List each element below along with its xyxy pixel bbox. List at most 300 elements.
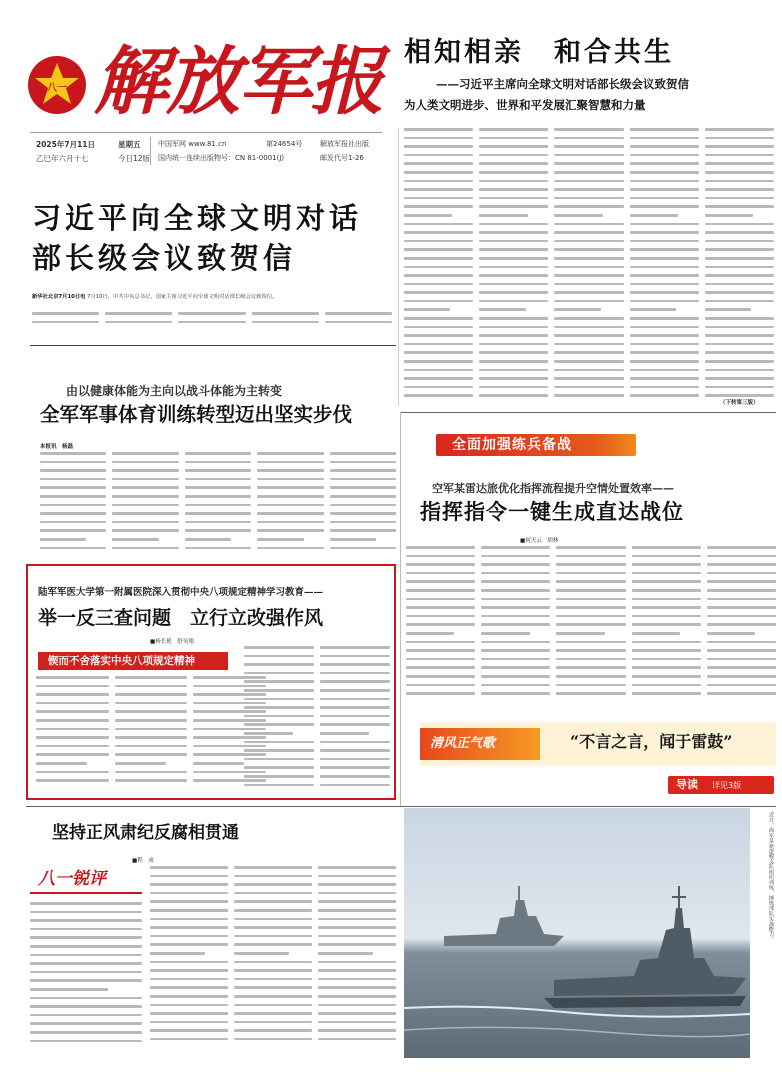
text-line (705, 300, 774, 303)
text-line (244, 715, 314, 718)
text-line (705, 188, 774, 191)
lead-headline-line-1: 习近平向全球文明对话 (32, 201, 363, 235)
text-line (150, 961, 228, 964)
text-line (705, 291, 774, 294)
text-line (481, 580, 550, 583)
text-line (707, 555, 776, 558)
text-line (554, 360, 623, 363)
text-line (630, 197, 699, 200)
top-story-continued: （下转第三版） (720, 400, 759, 406)
text-line (479, 360, 548, 363)
text-line (406, 675, 475, 678)
text-line (234, 1004, 312, 1007)
feature-byline: ■杨长艳 舒昊翔 (150, 639, 194, 645)
text-line (479, 300, 548, 303)
text-line (479, 137, 548, 140)
text-line (554, 283, 623, 286)
svg-text:八一: 八一 (47, 83, 67, 94)
text-line (244, 741, 314, 744)
text-line (330, 512, 396, 515)
text-column (36, 676, 109, 794)
text-line (705, 240, 774, 243)
text-line (705, 223, 774, 226)
text-line (479, 274, 548, 277)
text-line (40, 495, 106, 498)
text-line (150, 969, 228, 972)
issue-number: 第24654号 (266, 140, 303, 148)
text-line (36, 685, 109, 688)
text-line (318, 995, 396, 998)
text-line (318, 1038, 396, 1041)
text-line (30, 1031, 142, 1034)
text-line (554, 128, 623, 131)
text-line (150, 943, 228, 946)
text-line (404, 334, 473, 337)
text-line (404, 171, 473, 174)
text-line (632, 649, 701, 652)
text-line (705, 231, 774, 234)
text-line (244, 723, 314, 726)
text-line (707, 692, 776, 695)
newspaper-title: 解放军报 (94, 39, 382, 125)
text-line (556, 692, 625, 695)
text-line (705, 351, 774, 354)
text-line (404, 377, 473, 380)
issue-weekday: 星期五 (118, 140, 141, 149)
text-line (705, 128, 774, 131)
text-column (105, 312, 172, 336)
text-line (554, 274, 623, 277)
text-line (481, 649, 550, 652)
text-line (115, 719, 188, 722)
text-line (554, 369, 623, 372)
text-line (406, 632, 454, 635)
top-story-headline: 相知相亲 和合共生 (404, 37, 674, 68)
text-line (705, 205, 774, 208)
text-line (630, 205, 699, 208)
bottom-body-left (30, 902, 142, 1052)
text-line (244, 706, 314, 709)
text-line (244, 646, 314, 649)
commentary-tag (30, 866, 142, 894)
column-banner-label: 清风正气歌 (430, 736, 496, 751)
text-line (257, 478, 323, 481)
text-line (707, 658, 776, 661)
text-line (705, 317, 774, 320)
text-line (320, 698, 390, 701)
text-line (40, 469, 106, 472)
text-line (554, 240, 623, 243)
text-line (320, 775, 390, 778)
training-banner (436, 434, 636, 456)
lead-body-columns (32, 312, 392, 336)
text-line (150, 1012, 228, 1015)
text-line (481, 563, 550, 566)
text-line (705, 197, 774, 200)
text-line (30, 954, 142, 957)
text-line (632, 615, 701, 618)
text-line (632, 546, 701, 549)
text-line (632, 589, 701, 592)
text-line (404, 394, 473, 397)
text-line (554, 205, 623, 208)
text-line (185, 512, 251, 515)
text-line (630, 386, 699, 389)
airforce-headline: 指挥指令一键生成直达战位 (420, 499, 684, 524)
text-line (320, 689, 390, 692)
text-line (404, 300, 473, 303)
text-line (630, 145, 699, 148)
text-line (178, 312, 245, 315)
text-line (479, 240, 548, 243)
top-story-subline-2: 为人类文明进步、世界和平发展汇聚智慧和力量 (404, 98, 646, 112)
text-line (115, 728, 188, 731)
text-line (481, 589, 550, 592)
text-line (185, 469, 251, 472)
text-line (150, 995, 228, 998)
text-line (406, 589, 475, 592)
text-line (707, 623, 776, 626)
text-line (630, 248, 699, 251)
text-line (320, 766, 390, 769)
text-line (257, 538, 303, 541)
text-line (406, 666, 475, 669)
text-line (330, 469, 396, 472)
guide-text: 详见3版 (712, 781, 742, 790)
warship-photo (404, 808, 750, 1058)
text-line (318, 1029, 396, 1032)
text-line (632, 606, 701, 609)
text-column (112, 452, 178, 556)
text-line (115, 702, 188, 705)
bottom-byline: ■程 成 (132, 858, 154, 864)
text-line (556, 632, 604, 635)
text-line (554, 214, 602, 217)
text-line (150, 926, 228, 929)
text-line (707, 546, 776, 549)
text-column (479, 128, 548, 406)
text-line (318, 986, 396, 989)
text-line (554, 257, 623, 260)
text-line (40, 547, 106, 550)
top-story-subline-1: ——习近平主席向全球文明对话部长级会议致贺信 (436, 77, 689, 91)
text-column (150, 866, 228, 1052)
text-line (320, 663, 390, 666)
training-banner-label: 全面加强练兵备战 (452, 437, 572, 453)
text-line (185, 452, 251, 455)
text-line (234, 952, 289, 955)
text-line (318, 875, 396, 878)
text-line (320, 741, 390, 744)
text-column (630, 128, 699, 406)
text-line (234, 943, 312, 946)
bottom-headline: 坚持正风肃纪反腐相贯通 (52, 823, 239, 843)
text-line (330, 529, 396, 532)
ship-illustration (404, 808, 750, 1058)
text-line (318, 900, 396, 903)
text-line (406, 692, 475, 695)
text-line (244, 698, 314, 701)
text-line (30, 1040, 142, 1043)
text-line (185, 478, 251, 481)
text-line (320, 672, 390, 675)
text-line (30, 928, 142, 931)
text-line (556, 675, 625, 678)
text-line (554, 394, 623, 397)
text-line (320, 758, 390, 761)
text-line (707, 580, 776, 583)
text-line (406, 563, 475, 566)
text-line (404, 266, 473, 269)
text-line (481, 598, 550, 601)
text-line (479, 188, 548, 191)
text-line (406, 572, 475, 575)
text-line (705, 274, 774, 277)
text-line (630, 308, 676, 311)
text-line (115, 779, 188, 782)
text-line (112, 504, 178, 507)
text-column (178, 312, 245, 336)
text-line (32, 312, 99, 315)
postal-code: 邮发代号1-26 (320, 154, 364, 162)
text-line (406, 606, 475, 609)
text-line (406, 641, 475, 644)
text-line (630, 343, 699, 346)
text-line (234, 918, 312, 921)
text-line (318, 978, 396, 981)
text-line (40, 512, 106, 515)
text-line (36, 702, 109, 705)
text-line (556, 606, 625, 609)
text-line (554, 300, 623, 303)
text-line (705, 343, 774, 346)
text-column (325, 312, 392, 336)
text-line (705, 266, 774, 269)
text-line (150, 952, 205, 955)
text-line (630, 154, 699, 157)
text-line (30, 936, 142, 939)
text-line (705, 248, 774, 251)
website-link[interactable]: 中国军网 www.81.cn (158, 140, 227, 148)
text-line (234, 892, 312, 895)
text-line (40, 538, 86, 541)
text-line (115, 693, 188, 696)
text-line (320, 655, 390, 658)
text-line (556, 649, 625, 652)
text-line (36, 771, 109, 774)
text-line (115, 762, 166, 765)
text-line (115, 753, 188, 756)
text-line (234, 935, 312, 938)
text-line (404, 137, 473, 140)
text-line (112, 452, 178, 455)
text-line (234, 978, 312, 981)
text-line (112, 478, 178, 481)
text-line (105, 312, 172, 315)
text-line (479, 162, 548, 165)
text-line (554, 197, 623, 200)
text-line (481, 606, 550, 609)
text-line (257, 469, 323, 472)
text-line (244, 689, 314, 692)
feature-kicker: 陆军军医大学第一附属医院深入贯彻中央八项规定精神学习教育—— (38, 587, 324, 598)
text-line (32, 321, 99, 324)
text-line (632, 666, 701, 669)
text-line (404, 223, 473, 226)
text-line (330, 461, 396, 464)
text-line (105, 321, 172, 324)
text-line (404, 145, 473, 148)
text-line (554, 188, 623, 191)
text-line (150, 1021, 228, 1024)
text-line (554, 291, 623, 294)
text-line (705, 360, 774, 363)
text-line (705, 369, 774, 372)
text-line (404, 351, 473, 354)
text-line (320, 784, 390, 787)
text-line (554, 386, 623, 389)
text-line (479, 231, 548, 234)
text-column (40, 452, 106, 556)
text-line (318, 943, 396, 946)
text-line (318, 866, 396, 869)
text-line (40, 478, 106, 481)
text-line (330, 452, 396, 455)
text-column (705, 128, 774, 406)
text-line (150, 978, 228, 981)
text-line (257, 529, 323, 532)
text-line (320, 646, 390, 649)
guide-box[interactable] (668, 776, 774, 794)
text-line (630, 162, 699, 165)
feature-box (26, 564, 396, 800)
text-line (554, 145, 623, 148)
text-line (404, 180, 473, 183)
text-line (707, 675, 776, 678)
text-line (554, 351, 623, 354)
text-line (479, 180, 548, 183)
text-line (112, 512, 178, 515)
text-line (554, 137, 623, 140)
text-line (234, 875, 312, 878)
text-line (30, 988, 108, 991)
text-column (406, 546, 475, 704)
text-line (630, 283, 699, 286)
text-line (479, 343, 548, 346)
text-line (185, 547, 251, 550)
text-line (556, 658, 625, 661)
text-line (115, 771, 188, 774)
text-line (707, 632, 755, 635)
text-line (404, 343, 473, 346)
text-line (185, 504, 251, 507)
guide-label: 导读 (676, 778, 698, 791)
bottom-body-right (150, 866, 396, 1052)
text-line (479, 308, 525, 311)
text-line (404, 291, 473, 294)
text-line (257, 486, 323, 489)
text-line (330, 478, 396, 481)
text-line (404, 205, 473, 208)
text-line (40, 504, 106, 507)
text-line (30, 919, 142, 922)
text-line (318, 883, 396, 886)
text-line (318, 918, 396, 921)
text-line (705, 171, 774, 174)
text-line (479, 171, 548, 174)
text-line (556, 555, 625, 558)
text-line (479, 266, 548, 269)
text-line (318, 1021, 396, 1024)
text-line (40, 461, 106, 464)
text-line (630, 351, 699, 354)
text-line (404, 162, 473, 165)
text-line (244, 672, 314, 675)
text-line (150, 986, 228, 989)
text-line (257, 512, 323, 515)
text-line (320, 723, 390, 726)
text-line (234, 909, 312, 912)
text-line (234, 926, 312, 929)
text-line (481, 546, 550, 549)
lead-intro: 7月10日，中共中央总书记、国家主席习近平向全球文明对话部长级会议致贺信。 (87, 294, 278, 300)
text-line (115, 676, 188, 679)
text-line (479, 145, 548, 148)
text-line (185, 521, 251, 524)
text-line (36, 728, 109, 731)
text-line (234, 866, 312, 869)
text-line (112, 529, 178, 532)
text-line (257, 504, 323, 507)
text-line (234, 1029, 312, 1032)
text-line (630, 137, 699, 140)
text-column (707, 546, 776, 704)
text-line (112, 461, 178, 464)
text-line (40, 529, 106, 532)
text-line (630, 274, 699, 277)
text-column (318, 866, 396, 1052)
text-column (320, 646, 390, 794)
text-line (234, 986, 312, 989)
text-line (630, 369, 699, 372)
text-line (481, 615, 550, 618)
text-line (554, 162, 623, 165)
text-line (707, 589, 776, 592)
text-line (185, 486, 251, 489)
text-line (481, 666, 550, 669)
text-line (406, 546, 475, 549)
column-banner-tag (420, 728, 540, 760)
text-line (705, 154, 774, 157)
text-line (479, 223, 548, 226)
sports-byline: 本报讯 杨磊 (40, 444, 74, 450)
text-line (320, 749, 390, 752)
airforce-kicker: 空军某雷达旅优化指挥流程提升空情处置效率—— (432, 482, 674, 495)
text-line (479, 291, 548, 294)
text-line (244, 680, 314, 683)
text-line (630, 377, 699, 380)
text-line (707, 606, 776, 609)
text-line (30, 962, 142, 965)
top-story-body (404, 128, 774, 406)
text-line (318, 952, 373, 955)
photo-caption: 近日，海军某驱逐舰支队组织训练，锤炼部队实战能力。 (768, 812, 774, 942)
text-line (632, 572, 701, 575)
text-line (404, 154, 473, 157)
text-line (481, 684, 550, 687)
text-line (320, 715, 390, 718)
text-line (404, 308, 450, 311)
